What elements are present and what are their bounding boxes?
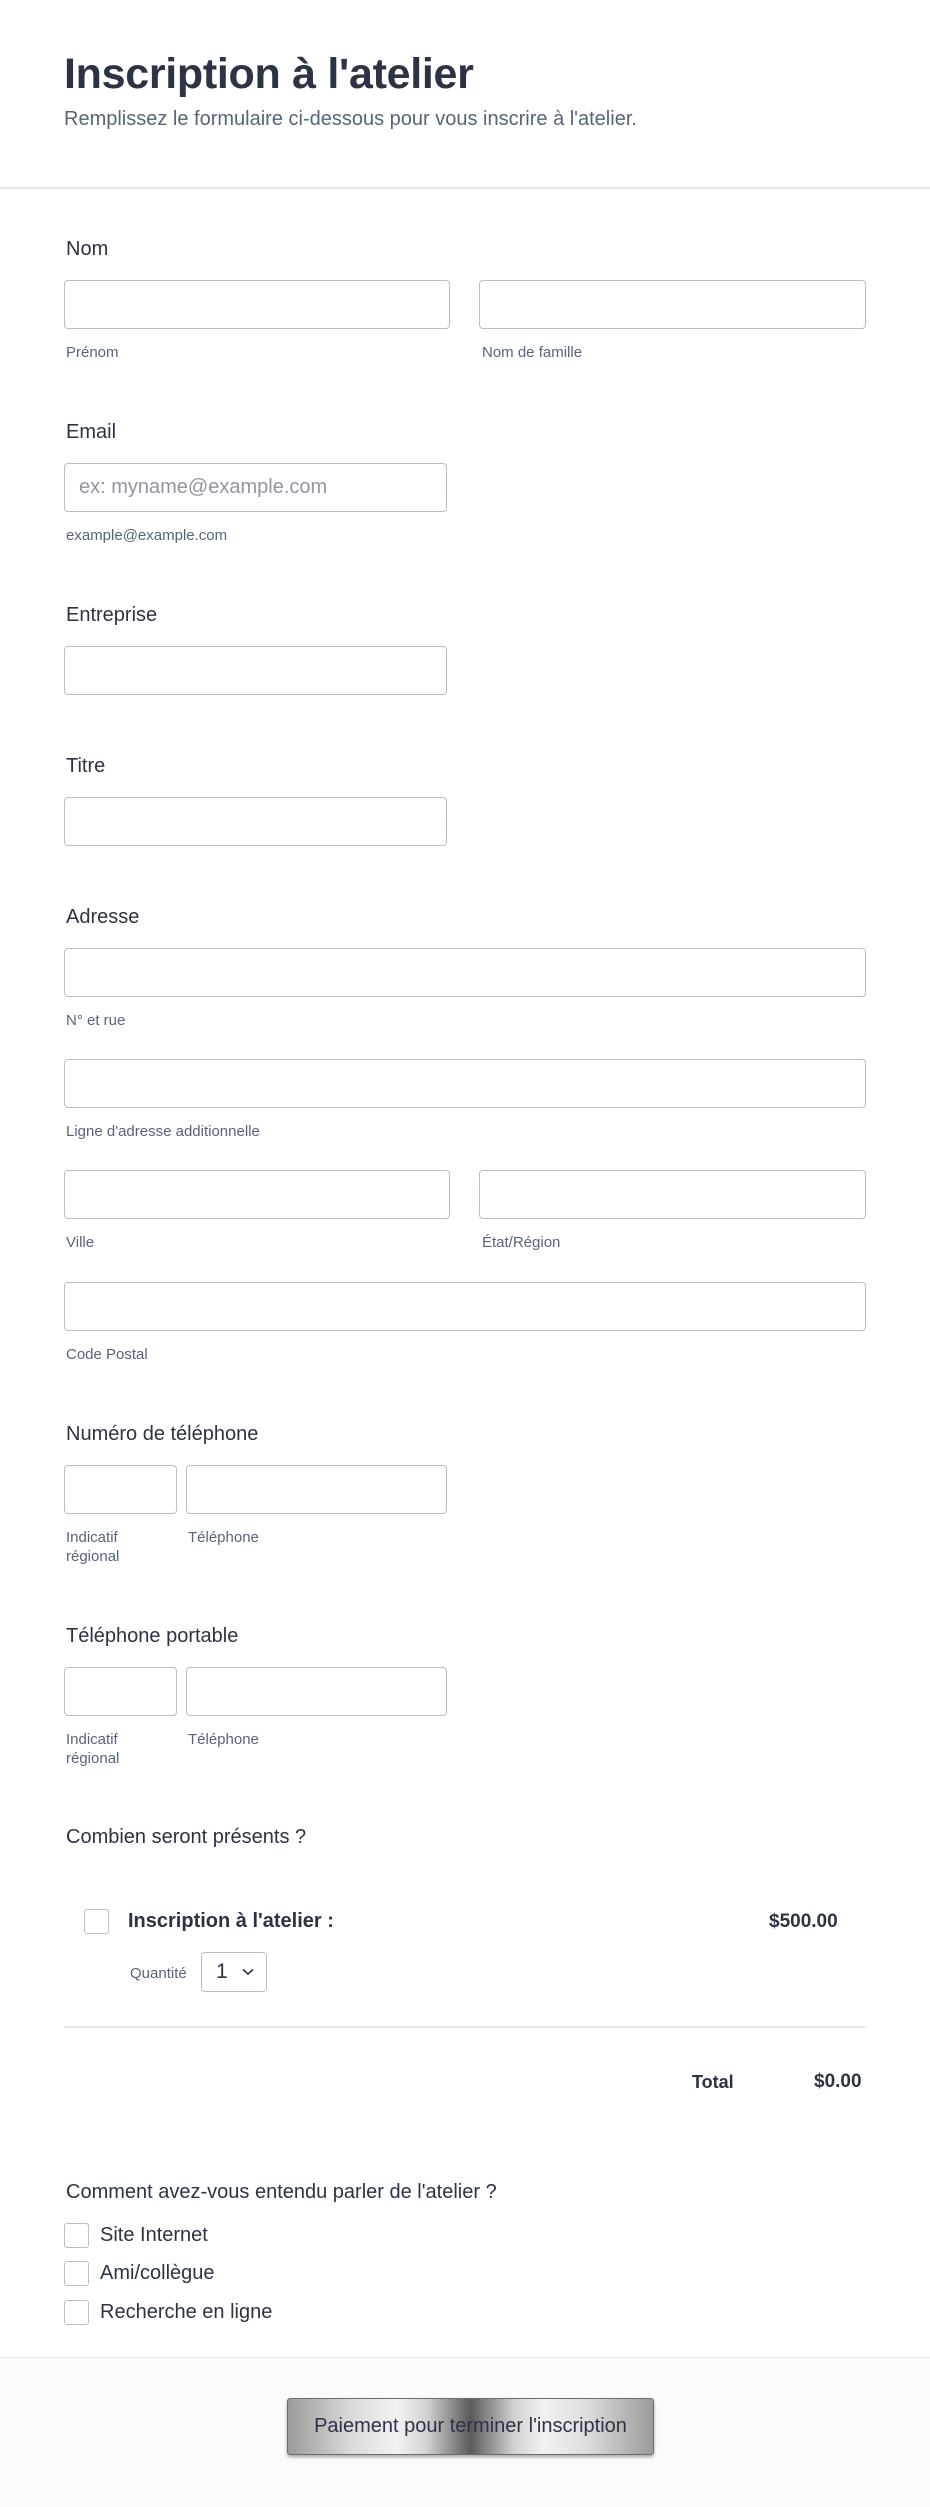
mobile-area-input[interactable] [65, 1668, 176, 1715]
email-sublabel: example@example.com [66, 527, 228, 544]
phone-label: Numéro de téléphone [66, 1423, 259, 1445]
referral-checkbox-website[interactable] [64, 2223, 89, 2248]
phone-area-field[interactable] [64, 1465, 177, 1514]
mobile-label: Téléphone portable [66, 1625, 239, 1647]
company-field[interactable] [64, 646, 447, 695]
total-value: $0.00 [814, 2071, 862, 2092]
attendees-label: Combien seront présents ? [66, 1826, 307, 1848]
address-label: Adresse [66, 906, 140, 928]
name-label: Nom [66, 238, 109, 260]
address-line2-field[interactable] [64, 1059, 866, 1108]
chevron-down-icon [242, 1968, 254, 1976]
address-line2-input[interactable] [65, 1060, 865, 1107]
quantity-select[interactable] [201, 1952, 267, 1992]
product-name: Inscription à l'atelier : [128, 1910, 334, 1932]
mobile-area-field[interactable] [64, 1667, 177, 1716]
first-name-field[interactable] [64, 280, 450, 329]
referral-label: Comment avez-vous entendu parler de l'atelier ? [66, 2181, 497, 2203]
phone-number-field[interactable] [186, 1465, 447, 1514]
street-input[interactable] [65, 949, 865, 996]
zip-field[interactable] [64, 1282, 866, 1331]
mobile-number-sublabel: Téléphone [188, 1731, 259, 1748]
product-checkbox[interactable] [84, 1909, 109, 1934]
email-label: Email [66, 421, 117, 443]
referral-option-website[interactable]: Site Internet [100, 2224, 208, 2246]
form-subtitle: Remplissez le formulaire ci-dessous pour vous inscrire à l'atelier. [64, 108, 637, 130]
quantity-label: Quantité [130, 1965, 187, 1982]
first-name-sublabel: Prénom [66, 344, 119, 361]
company-input[interactable] [65, 647, 446, 694]
job-title-input[interactable] [65, 798, 446, 845]
zip-input[interactable] [65, 1283, 865, 1330]
city-sublabel: Ville [66, 1234, 95, 1251]
mobile-number-field[interactable] [186, 1667, 447, 1716]
referral-checkbox-friend[interactable] [64, 2261, 89, 2286]
last-name-field[interactable] [479, 280, 866, 329]
mobile-number-input[interactable] [187, 1668, 446, 1715]
address-line2-sublabel: Ligne d'adresse additionnelle [66, 1123, 260, 1140]
job-title-field[interactable] [64, 797, 447, 846]
quantity-value: 1 [216, 1960, 228, 1983]
state-field[interactable] [479, 1170, 866, 1219]
total-label: Total [692, 2072, 734, 2092]
product-price: $500.00 [769, 1911, 838, 1932]
email-field[interactable] [64, 463, 447, 512]
referral-option-friend[interactable]: Ami/collègue [100, 2262, 215, 2284]
first-name-input[interactable] [65, 281, 449, 328]
form-title: Inscription à l'atelier [64, 50, 474, 98]
job-title-label: Titre [66, 755, 106, 777]
phone-area-input[interactable] [65, 1466, 176, 1513]
city-input[interactable] [65, 1171, 449, 1218]
submit-label: Paiement pour terminer l'inscription [314, 2415, 627, 2437]
referral-checkbox-search[interactable] [64, 2300, 89, 2325]
phone-area-sublabel: Indicatif régional [66, 1529, 120, 1565]
referral-option-search[interactable]: Recherche en ligne [100, 2301, 273, 2323]
email-input[interactable] [65, 464, 446, 511]
state-sublabel: État/Région [482, 1234, 561, 1251]
phone-number-input[interactable] [187, 1466, 446, 1513]
street-field[interactable] [64, 948, 866, 997]
company-label: Entreprise [66, 604, 158, 626]
header-divider [0, 187, 930, 189]
state-input[interactable] [480, 1171, 865, 1218]
submit-payment-button[interactable] [287, 2398, 654, 2455]
products-divider [64, 2026, 866, 2028]
last-name-input[interactable] [480, 281, 865, 328]
last-name-sublabel: Nom de famille [482, 344, 583, 361]
street-sublabel: N° et rue [66, 1012, 126, 1029]
phone-number-sublabel: Téléphone [188, 1529, 259, 1546]
zip-sublabel: Code Postal [66, 1346, 148, 1363]
city-field[interactable] [64, 1170, 450, 1219]
mobile-area-sublabel: Indicatif régional [66, 1731, 120, 1767]
